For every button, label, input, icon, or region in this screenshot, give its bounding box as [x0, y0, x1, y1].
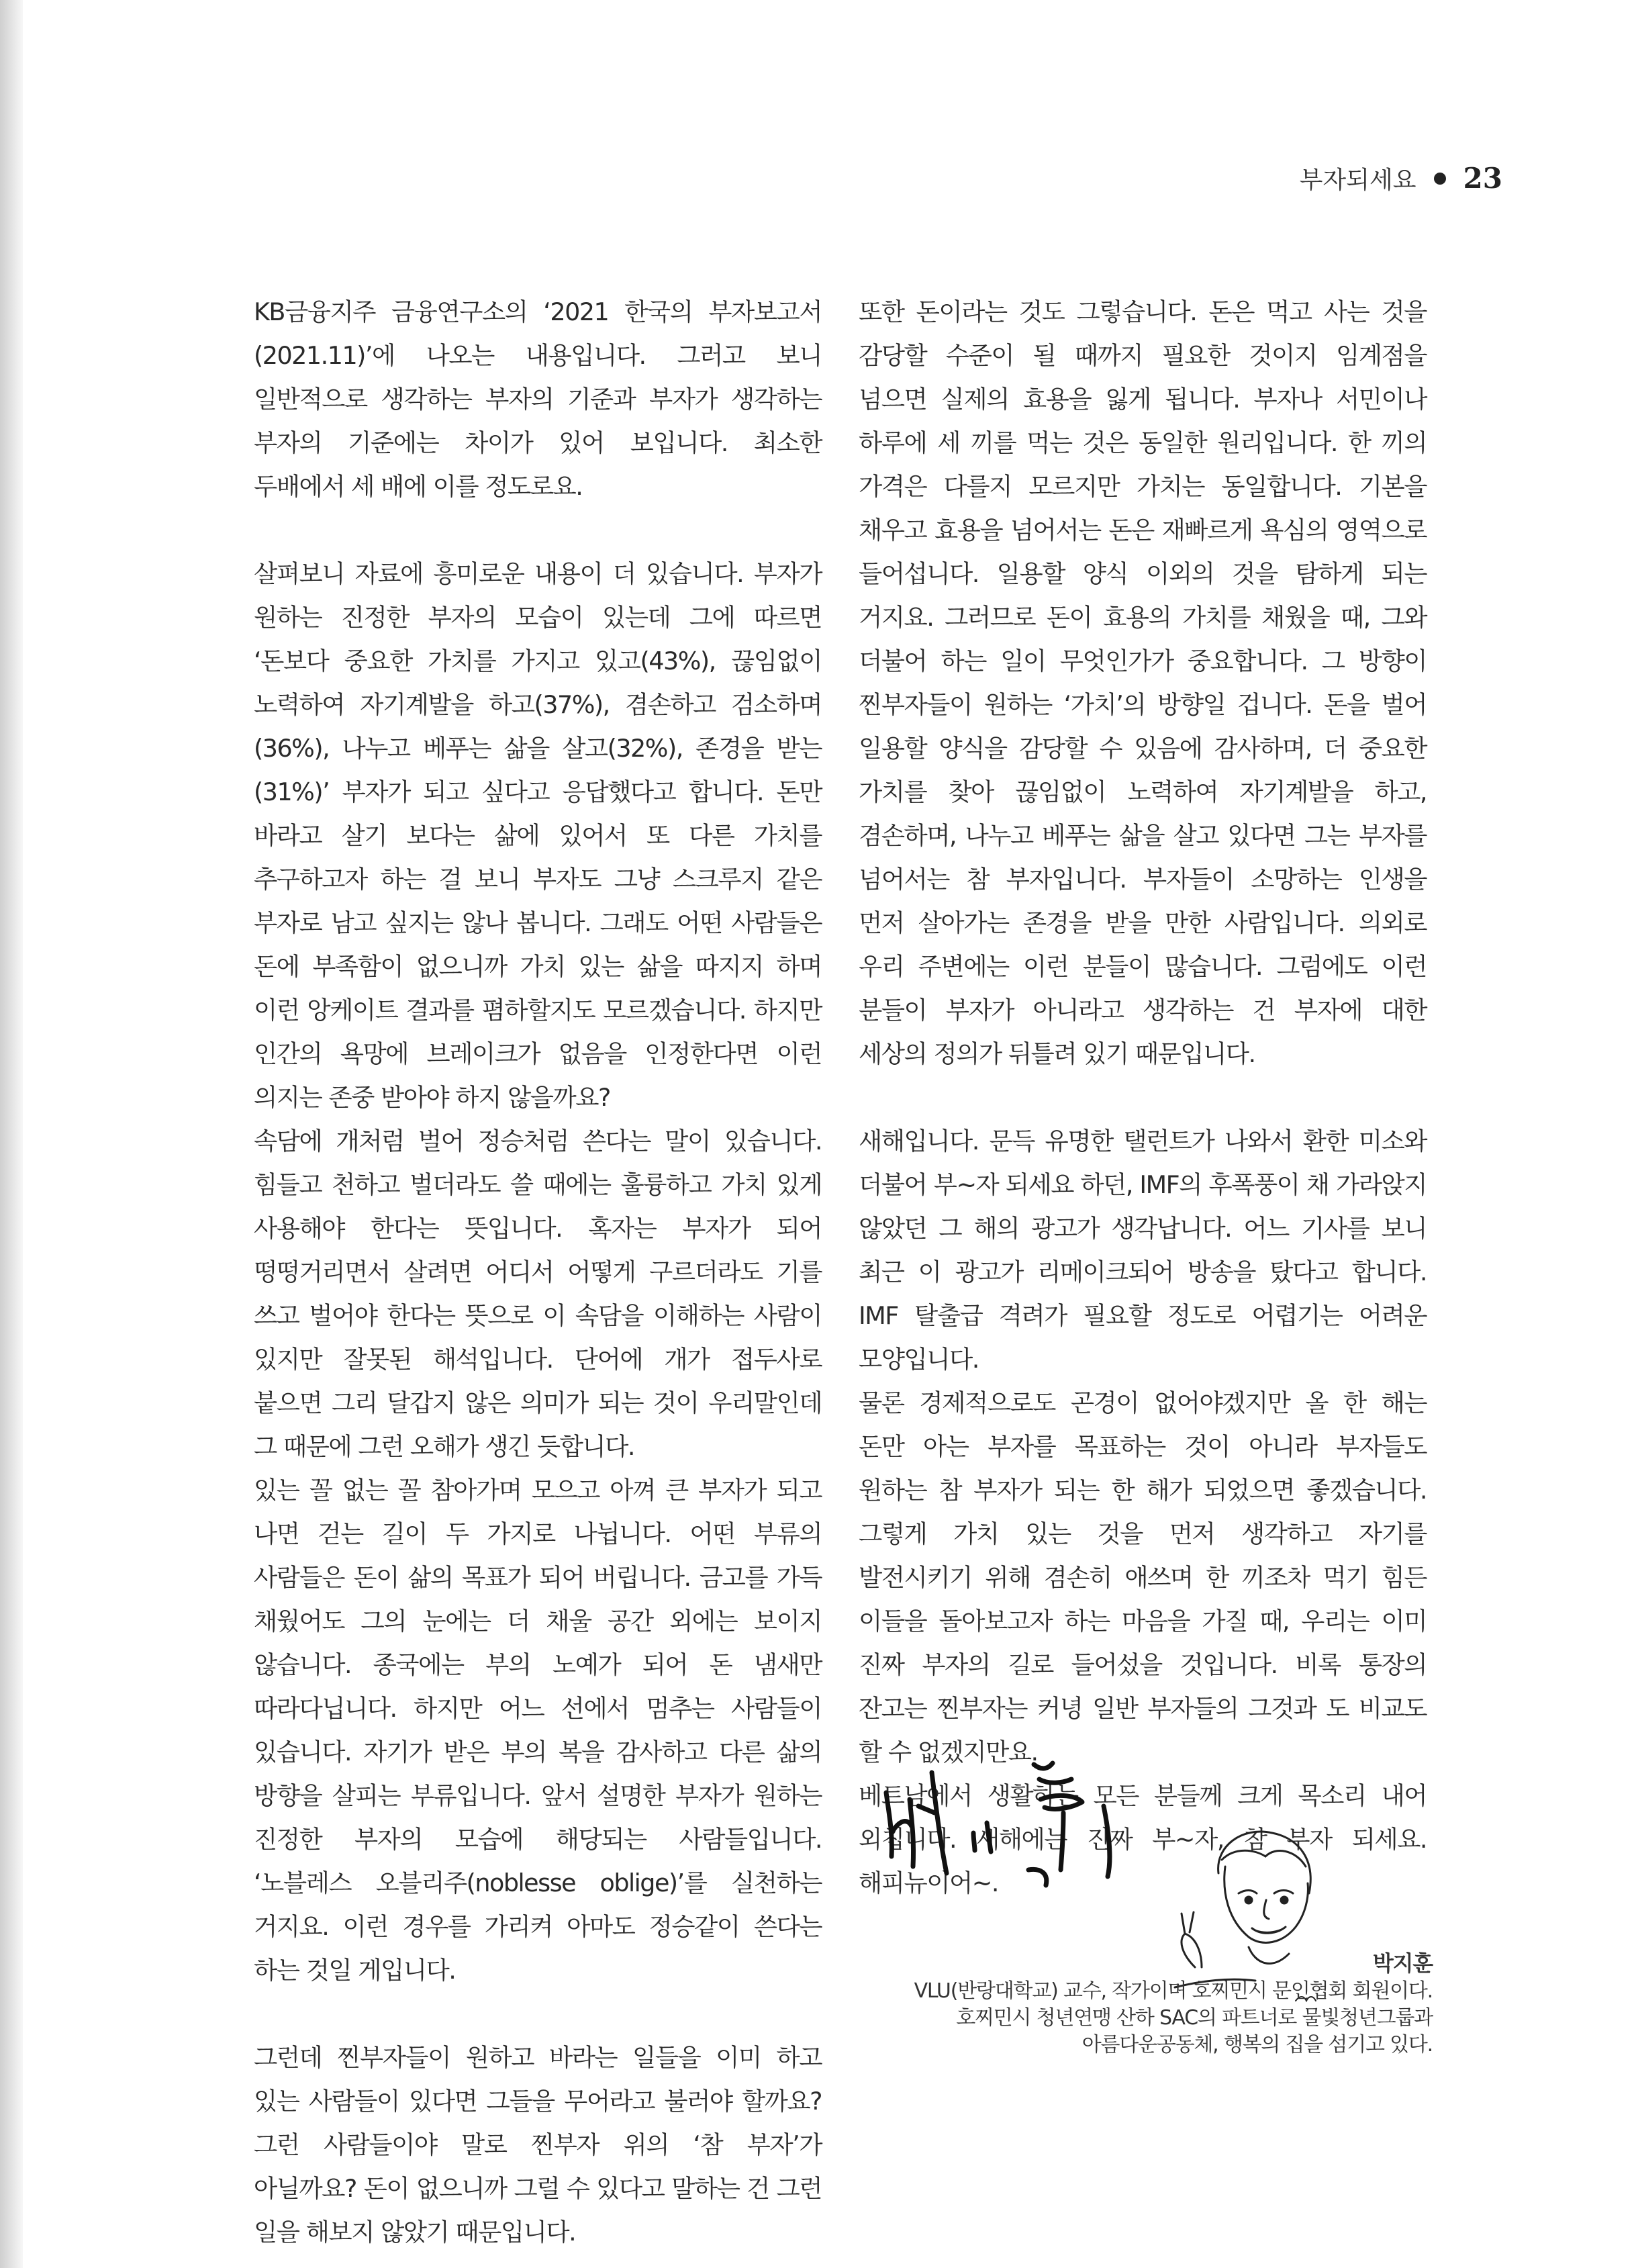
right-text-column — [859, 290, 1427, 1905]
paragraph: 그런데 찐부자들이 원하고 바라는 일들을 이미 하고 있는 사람들이 있다면 그들을 무어라고 불러야 할까요? 그런 사람들이야 말로 찐부자 위의 ‘참 부자’가 아닐까요? 돈이 없으니까 그럴 수 있다고 말하는 건 그런 일을 해보지 않았기 때문입니다. — [254, 2043, 822, 2247]
bullet-icon — [1434, 173, 1446, 185]
author-bio-line: 호찌민시 청년연맹 산하 SAC의 파트너로 물빛청년그룹과 — [956, 2006, 1433, 2030]
paragraph: 또한 돈이라는 것도 그렇습니다. 돈은 먹고 사는 것을 감당할 수준이 될 때까지 필요한 것이지 임계점을 넘으면 실제의 효용을 잃게 됩니다. 부자나 서민이나 하루에 세 끼를 먹는 것은 동일한 원리입니다. 한 끼의 가격은 다를지 모르지만 가치는 동일합니다. 기본을 채우고 효용을 넘어서는 돈은 재빠르게 욕심의 영역으로 들어섭니다. 일용할 양식 이외의 것을 탐하게 되는 거지요. 그러므로 돈이 효용의 가치를 채웠을 때, 그와 더불어 하는 일이 무엇인가가 중요합니다. 그 방향이 찐부자들이 원하는 ‘가치’의 방향일 겁니다. 돈을 벌어 일용할 양식을 감당할 수 있음에 감사하며, 더 중요한 가치를 찾아 끊임없이 노력하여 자기계발을 하고, 겸손하며, 나누고 베푸는 삶을 살고 있다면 그는 부자를 넘어서는 참 부자입니다. 부자들이 소망하는 인생을 먼저 살아가는 존경을 받을 만한 사람입니다. 의외로 우리 주변에는 이런 분들이 많습니다. 그럼에도 이런 분들이 부자가 아니라고 생각하는 건 부자에 대한 세상의 정의가 뒤틀려 있기 때문입니다. — [859, 297, 1427, 1068]
section-title: 부자되세요 — [1299, 167, 1416, 194]
paragraph: 있는 꼴 없는 꼴 참아가며 모으고 아껴 큰 부자가 되고 나면 걷는 길이 두 가지로 나뉩니다. 어떤 부류의 사람들은 돈이 삶의 목표가 되어 버립니다. 금고를 가득 채웠어도 그의 눈에는 더 채울 공간 외에는 보이지 않습니다. 종국에는 부의 노예가 되어 돈 냄새만 따라다닙니다. 하지만 어느 선에서 멈추는 사람들이 있습니다. 자기가 받은 부의 복을 감사하고 다른 삶의 방향을 살피는 부류입니다. 앞서 설명한 부자가 원하는 진정한 부자의 모습에 해당되는 사람들입니다. ‘노블레스 오블리주(noblesse oblige)’를 실천하는 거지요. 이런 경우를 가리켜 아마도 정승같이 쓴다는 하는 것일 게입니다. — [254, 1476, 822, 1985]
running-header — [1300, 161, 1502, 195]
paragraph: 속담에 개처럼 벌어 정승처럼 쓴다는 말이 있습니다. 힘들고 천하고 벌더라도 쓸 때에는 훌륭하고 가치 있게 사용해야 한다는 뜻입니다. 혹자는 부자가 되어 떵떵거리면서 살려면 어디서 어떻게 구르더라도 기를 쓰고 벌어야 한다는 뜻으로 이 속담을 이해하는 사람이 있지만 잘못된 해석입니다. 단어에 개가 접두사로 붙으면 그리 달갑지 않은 의미가 되는 것이 우리말인데 그 때문에 그런 오해가 생긴 듯합니다. — [254, 1127, 822, 1461]
page-spine-shadow — [0, 0, 23, 2268]
page-number: 23 — [1463, 162, 1502, 195]
paragraph: 물론 경제적으로도 곤경이 없어야겠지만 올 한 해는 돈만 아는 부자를 목표하는 것이 아니라 부자들도 원하는 참 부자가 되는 한 해가 되었으면 좋겠습니다. 그렇게 가치 있는 것을 먼저 생각하고 자기를 발전시키기 위해 겸손히 애쓰며 한 끼조차 먹기 힘든 이들을 돌아보고자 하는 마음을 가질 때, 우리는 이미 진짜 부자의 길로 들어섰을 것입니다. 비록 통장의 잔고는 찐부자는 커녕 일반 부자들의 그것과 도 비교도 할 수 없겠지만요. — [859, 1388, 1427, 1766]
author-info — [828, 1950, 1433, 2059]
paragraph: 살펴보니 자료에 흥미로운 내용이 더 있습니다. 부자가 원하는 진정한 부자의 모습이 있는데 그에 따르면 ‘돈보다 중요한 가치를 가지고 있고(43%), 끊임없이 노력하여 자기계발을 하고(37%), 겸손하고 검소하며(36%), 나누고 베푸는 삶을 살고(32%), 존경을 받는(31%)’ 부자가 되고 싶다고 응답했다고 합니다. 돈만 바라고 살기 보다는 삶에 있어서 또 다른 가치를 추구하고자 하는 걸 보니 부자도 그냥 스크루지 같은 부자로 남고 싶지는 않나 봅니다. 그래도 어떤 사람들은 돈에 부족함이 없으니까 가치 있는 삶을 따지지 하며 이런 앙케이트 결과를 폄하할지도 모르겠습니다. 하지만 인간의 욕망에 브레이크가 없음을 인정한다면 이런 의지는 존중 받아야 하지 않을까요? — [254, 559, 822, 1112]
left-text-column — [254, 290, 822, 2254]
author-name: 박지훈 — [1372, 1950, 1433, 1976]
paragraph: 새해입니다. 문득 유명한 탤런트가 나와서 환한 미소와 더불어 부~자 되세요 하던, IMF의 후폭풍이 채 가라앉지 않았던 그 해의 광고가 생각납니다. 어느 기사를 보니 최근 이 광고가 리메이크되어 방송을 탔다고 합니다. IMF 탈출급 격려가 필요할 정도로 어렵기는 어려운 모양입니다. — [859, 1127, 1427, 1374]
handwritten-signature — [873, 1732, 1155, 1907]
paragraph: KB금융지주 금융연구소의 ‘2021 한국의 부자보고서(2021.11)’에 나오는 내용입니다. 그러고 보니 일반적으로 생각하는 부자의 기준과 부자가 생각하는 부자의 기준에는 차이가 있어 보입니다. 최소한 두배에서 세 배에 이를 정도로요. — [254, 297, 822, 501]
author-bio-line: VLU(반랑대학교) 교수, 작가이며 호찌민시 문인협회 회원이다. — [914, 1979, 1433, 2003]
paragraph: 베트남에서 생활하는 모든 분들께 크게 목소리 내어 외칩니다. 새해에는 진짜 부~자, 참 부자 되세요. 해피뉴이어~. — [859, 1781, 1427, 1897]
author-bio-line: 아름다운공동체, 행복의 집을 섬기고 있다. — [1082, 2033, 1433, 2057]
